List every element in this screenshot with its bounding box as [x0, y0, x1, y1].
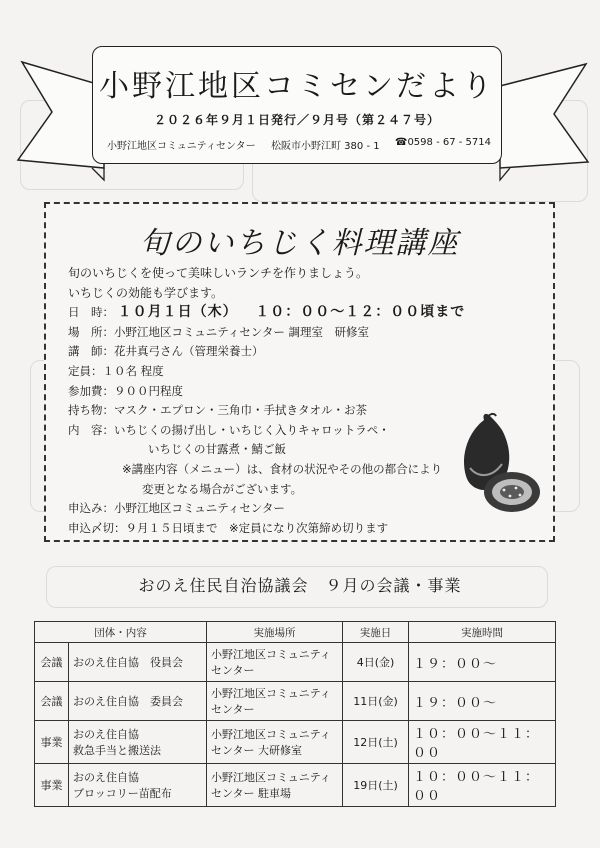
- meetings-title: おのえ住民自治協議会 ９月の会議・事業: [138, 576, 462, 595]
- banner-ribbon-right: [496, 52, 596, 182]
- table-header-row: [35, 622, 556, 643]
- header-place: 実施場所: [207, 622, 343, 643]
- row-date: 11日(金): [343, 682, 409, 721]
- table-row: [35, 682, 556, 721]
- row-place: [207, 764, 343, 807]
- course-menu-2: いちじくの甘露煮・鯖ご飯: [148, 442, 286, 457]
- course-datetime: [68, 303, 538, 323]
- row-place: [207, 721, 343, 764]
- row-content-line: おのえ住自協: [73, 771, 139, 784]
- header-date: 実施日: [343, 622, 409, 643]
- banner-footer: [107, 137, 491, 152]
- row-time: １９：００～: [409, 682, 556, 721]
- course-intro-2: いちじくの効能も学びます。: [68, 285, 224, 300]
- row-content: [69, 764, 207, 807]
- row-place: [207, 682, 343, 721]
- row-category: 事業: [35, 764, 69, 807]
- row-content: おのえ住自協 委員会: [69, 682, 207, 721]
- row-time: １０：００～１１：００: [409, 764, 556, 807]
- row-place: [207, 643, 343, 682]
- course-intro-1: 旬のいちじくを使って美味しいランチを作りましょう。: [68, 266, 369, 280]
- course-instructor: 講 師：花井真弓さん（管理栄養士）: [68, 344, 264, 359]
- fig-cooking-course: [44, 202, 555, 542]
- course-date: １０月１日（木）: [117, 304, 238, 321]
- row-content-line: ブロッコリー苗配布: [73, 787, 172, 800]
- row-category: 会議: [35, 682, 69, 721]
- center-name: 小野江地区コミュニティセンター: [107, 141, 256, 152]
- row-place-line: 小野江地区コミュニティ: [211, 648, 331, 661]
- row-date: 4日(金): [343, 643, 409, 682]
- course-capacity: 定員：１０名 程度: [68, 363, 164, 378]
- newsletter-banner: [92, 46, 502, 164]
- header-time: 実施時間: [409, 622, 556, 643]
- table-row: [35, 643, 556, 682]
- table-row: [35, 764, 556, 807]
- course-apply: 申込み：小野江地区コミュニティセンター: [68, 501, 285, 516]
- course-time: １０：００～１２：００頃まで: [255, 304, 466, 321]
- course-menu-1: 内 容：いちじくの揚げ出し・いちじく入りキャロットラペ・: [68, 422, 390, 437]
- row-date: 19日(土): [343, 764, 409, 807]
- row-place-line: 小野江地区コミュニティ: [211, 687, 331, 700]
- issue-info: ２０２６年９月１日発行／９月号（第２４７号）: [153, 113, 440, 127]
- row-place-line: センター 駐車場: [211, 787, 292, 800]
- row-content: [69, 721, 207, 764]
- row-place-line: センター 大研修室: [211, 744, 303, 757]
- center-phone: ☎0598 - 67 - 5714: [394, 137, 491, 148]
- row-place-line: 小野江地区コミュニティ: [211, 728, 331, 741]
- center-address: 松阪市小野江町 380 - 1: [271, 141, 380, 152]
- row-content-line: 救急手当と搬送法: [73, 744, 161, 757]
- row-place-line: 小野江地区コミュニティ: [211, 771, 331, 784]
- row-content: おのえ住自協 役員会: [69, 643, 207, 682]
- row-date: 12日(土): [343, 721, 409, 764]
- course-fee: 参加費：９００円程度: [68, 383, 183, 398]
- datetime-label: 日 時：: [68, 305, 114, 320]
- row-place-line: センター: [211, 664, 255, 677]
- fig-illustration: [456, 412, 546, 522]
- row-content-line: おのえ住自協: [73, 728, 139, 741]
- newsletter-title: 小野江地区コミセンだより: [99, 69, 495, 104]
- table-row: [35, 721, 556, 764]
- row-category: 事業: [35, 721, 69, 764]
- course-note-2: 変更となる場合がございます。: [142, 481, 303, 496]
- course-venue: 場 所：小野江地区コミュニティセンター 調理室 研修室: [68, 324, 370, 339]
- row-category: 会議: [35, 643, 69, 682]
- meetings-table: [34, 621, 556, 807]
- course-deadline: 申込〆切：９月１５日頃まで ※定員になり次第締め切ります: [68, 520, 389, 535]
- course-note-1: ※講座内容（メニュー）は、食材の状況やその他の都合により: [122, 461, 443, 476]
- row-time: １９：００～: [409, 643, 556, 682]
- header-content: 団体・内容: [35, 622, 207, 643]
- course-title: 旬のいちじく料理講座: [139, 226, 460, 261]
- course-items: 持ち物：マスク・エプロン・三角巾・手拭きタオル・お茶: [68, 403, 367, 418]
- row-place-line: センター: [211, 703, 255, 716]
- row-time: １０：００～１１：００: [409, 721, 556, 764]
